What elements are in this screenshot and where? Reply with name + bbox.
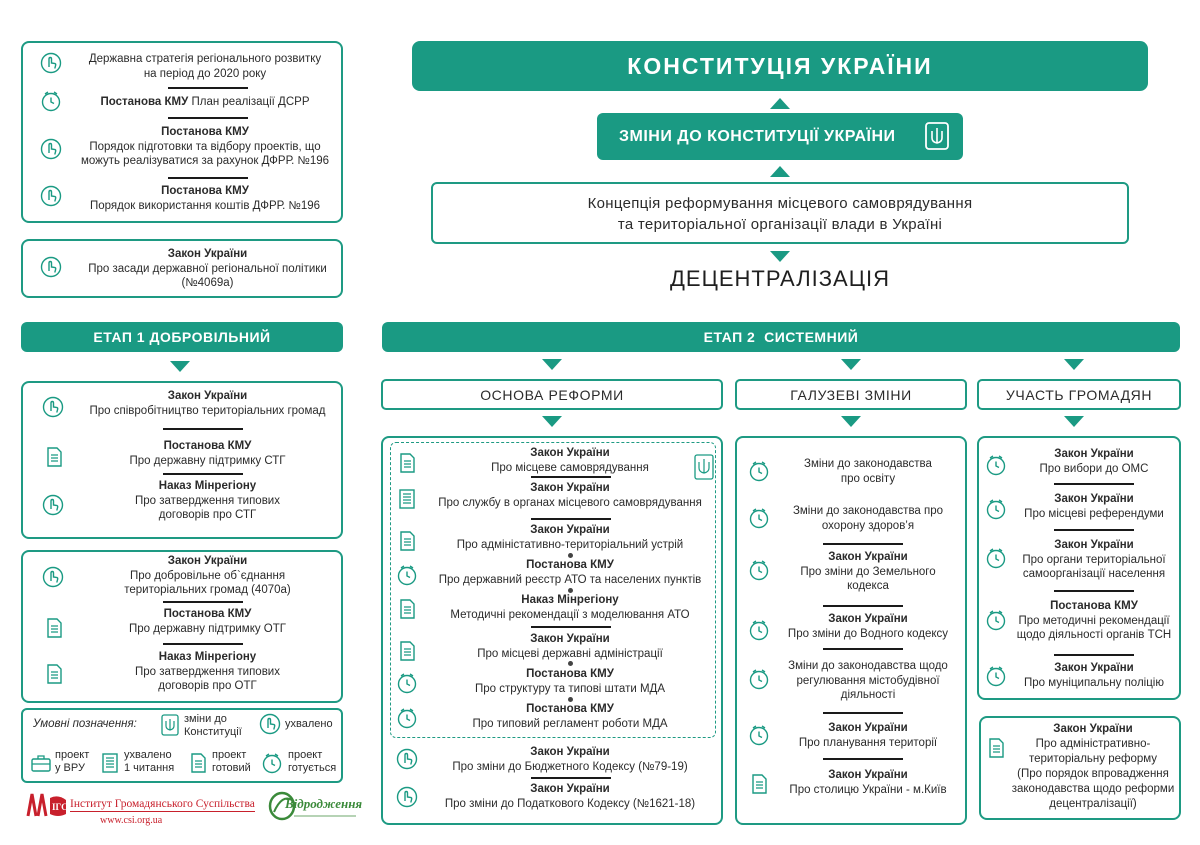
hand-icon bbox=[40, 138, 62, 160]
arrow-down-icon bbox=[542, 416, 562, 427]
clock-icon bbox=[748, 724, 770, 746]
participation-column-header: УЧАСТЬ ГРОМАДЯН bbox=[977, 379, 1181, 410]
clock-icon bbox=[985, 609, 1007, 631]
separator bbox=[531, 518, 611, 520]
tsn-guidelines-decree: Постанова КМУ Про методичні рекомендації щодо діяльності органів ТСН bbox=[1016, 600, 1172, 641]
education-changes: Зміни до законодавства про освіту bbox=[804, 458, 932, 485]
document-icon bbox=[396, 598, 418, 620]
clock-icon bbox=[396, 672, 418, 694]
separator bbox=[168, 117, 248, 119]
clock-icon bbox=[748, 460, 770, 482]
basis-column-header: ОСНОВА РЕФОРМИ bbox=[381, 379, 723, 410]
csi-logo-name: Інститут Громадянського Суспільства bbox=[70, 798, 255, 810]
separator bbox=[531, 626, 611, 628]
otg-support-decree: Постанова КМУ Про державну підтримку ОТГ bbox=[128, 608, 287, 635]
separator bbox=[823, 605, 903, 607]
local-elections-law: Закон України Про вибори до ОМС bbox=[1039, 448, 1149, 475]
tax-code-law: Закон України Про зміни до Податкового Кодексу (№1621-18) bbox=[444, 783, 696, 810]
stg-support-decree: Постанова КМУ Про державну підтримку СТГ bbox=[129, 440, 286, 467]
arrow-down-icon bbox=[542, 359, 562, 370]
concept-line-1: Концепція реформування місцевого самоврядування bbox=[587, 195, 973, 212]
separator bbox=[531, 777, 611, 779]
separator bbox=[163, 643, 243, 645]
concept-box bbox=[431, 182, 1129, 244]
document-icon bbox=[396, 640, 418, 662]
hand-icon bbox=[40, 256, 62, 278]
arrow-down-icon bbox=[841, 416, 861, 427]
trident-icon bbox=[925, 122, 949, 150]
project-selection-item: Постанова КМУ Порядок підготовки та відбору проектів, що можуть реалізуватися за рахунок ДФРР. №196 bbox=[80, 126, 330, 167]
document-icon bbox=[396, 452, 418, 474]
local-referendums-law: Закон України Про місцеві референдуми bbox=[1024, 493, 1164, 520]
document-icon bbox=[43, 446, 65, 468]
municipal-service-law: Закон України Про службу в органах місцевого самоврядування bbox=[438, 482, 702, 509]
admin-territorial-law: Закон України Про адміністативно-територіальний устрій bbox=[456, 524, 684, 551]
arrow-up-icon bbox=[770, 98, 790, 109]
local-self-government-law: Закон України Про місцеве самоврядування bbox=[491, 447, 649, 474]
clock-icon bbox=[261, 752, 283, 774]
otg-contracts-order: Наказ Мінрегіону Про затвердження типових договорів про ОТГ bbox=[135, 651, 280, 692]
arrow-down-icon bbox=[770, 251, 790, 262]
dfrr-funds-item: Постанова КМУ Порядок використання коштів ДФРР. №196 bbox=[89, 185, 321, 212]
document-lines-icon bbox=[99, 752, 121, 774]
healthcare-changes: Зміни до законодавства про охорону здоров’я bbox=[792, 505, 944, 532]
clock-icon bbox=[396, 707, 418, 729]
separator bbox=[1054, 529, 1134, 531]
hand-icon bbox=[42, 396, 64, 418]
separator bbox=[163, 428, 243, 430]
amendments-banner bbox=[597, 113, 963, 160]
local-state-admin-law: Закон України Про місцеві державні адміністрації bbox=[477, 633, 663, 660]
hand-icon bbox=[396, 786, 418, 808]
legend-draft-preparing: проект готується bbox=[288, 749, 337, 774]
mda-structure-decree: Постанова КМУ Про структуру та типові штати МДА bbox=[474, 668, 665, 695]
decentralization-title: ДЕЦЕНТРАЛІЗАЦІЯ bbox=[670, 266, 890, 291]
self-organization-law: Закон України Про органи територіальної самоорганізації населення bbox=[1022, 539, 1166, 580]
document-icon bbox=[396, 530, 418, 552]
legend-approved: ухвалено bbox=[285, 718, 333, 730]
legend-draft-vru: проект у ВРУ bbox=[55, 749, 90, 774]
sectoral-column-header: ГАЛУЗЕВІ ЗМІНИ bbox=[735, 379, 967, 410]
briefcase-icon bbox=[30, 752, 52, 774]
legend-constitution: зміни до Конституції bbox=[184, 713, 242, 738]
arrow-down-icon bbox=[1064, 416, 1084, 427]
municipal-police-law: Закон України Про муніципальну поліцію bbox=[1024, 662, 1164, 689]
legend-title: Умовні позначення: bbox=[33, 718, 137, 730]
separator bbox=[531, 476, 611, 478]
urban-planning-changes: Зміни до законодавства щодо регулювання містобудівної діяльності bbox=[788, 660, 948, 701]
clock-icon bbox=[985, 665, 1007, 687]
ato-modeling-order: Наказ Мінрегіону Методичні рекомендації з моделювання АТО bbox=[450, 594, 690, 621]
separator bbox=[823, 543, 903, 545]
stage1-banner: ЕТАП 1 ДОБРОВІЛЬНИЙ bbox=[21, 322, 343, 352]
legend-first-reading: ухвалено 1 читання bbox=[124, 749, 175, 774]
document-icon bbox=[187, 752, 209, 774]
regional-strategy-item: Державна стратегія регіонального розвитку на період до 2020 року bbox=[88, 53, 322, 80]
clock-icon bbox=[40, 90, 62, 112]
hand-icon bbox=[259, 713, 281, 735]
document-lines-icon bbox=[396, 488, 418, 510]
legend-draft-ready: проект готовий bbox=[212, 749, 251, 774]
mda-regulation-decree: Постанова КМУ Про типовий регламент роботи МДА bbox=[472, 703, 668, 730]
clock-icon bbox=[748, 507, 770, 529]
bullet-dot bbox=[568, 661, 573, 666]
svg-text:ІГС: ІГС bbox=[52, 802, 68, 812]
hand-icon bbox=[40, 52, 62, 74]
stg-cooperation-law: Закон України Про співробітництво територіальних громад bbox=[89, 390, 326, 417]
clock-icon bbox=[396, 564, 418, 586]
clock-icon bbox=[748, 668, 770, 690]
otg-amalgamation-law: Закон України Про добровільне об`єднання територіальних громад (4070а) bbox=[124, 555, 291, 596]
hand-icon bbox=[42, 566, 64, 588]
stg-contracts-order: Наказ Мінрегіону Про затвердження типових договорів про СТГ bbox=[135, 480, 280, 521]
document-icon bbox=[43, 617, 65, 639]
separator bbox=[823, 712, 903, 714]
document-icon bbox=[748, 773, 770, 795]
capital-kyiv-law: Закон України Про столицю України - м.Київ bbox=[789, 769, 947, 796]
constitution-title: КОНСТИТУЦІЯ УКРАЇНИ bbox=[627, 52, 933, 79]
trident-icon bbox=[161, 714, 179, 736]
land-code-law: Закон України Про зміни до Земельного кодекса bbox=[800, 551, 936, 592]
clock-icon bbox=[985, 498, 1007, 520]
separator bbox=[1054, 483, 1134, 485]
regional-policy-law-item: Закон України Про засади державної регіональної політики (№4069а) bbox=[88, 248, 327, 289]
separator bbox=[1054, 590, 1134, 592]
amendments-title: ЗМІНИ ДО КОНСТИТУЦІЇ УКРАЇНИ bbox=[619, 127, 896, 145]
hand-icon bbox=[42, 494, 64, 516]
csi-logo-mark bbox=[24, 790, 70, 820]
arrow-down-icon bbox=[1064, 359, 1084, 370]
separator bbox=[163, 473, 243, 475]
clock-icon bbox=[985, 454, 1007, 476]
budget-code-law: Закон України Про зміни до Бюджетного Кодексу (№79-19) bbox=[452, 746, 688, 773]
arrow-down-icon bbox=[841, 359, 861, 370]
ato-register-decree: Постанова КМУ Про державний реєстр АТО та населених пунктів bbox=[438, 559, 702, 586]
csi-logo-url[interactable]: www.csi.org.ua bbox=[100, 815, 163, 826]
constitution-banner bbox=[412, 41, 1148, 91]
separator bbox=[823, 758, 903, 760]
separator bbox=[823, 648, 903, 650]
clock-icon bbox=[748, 559, 770, 581]
vidrodzhennia-logo-text: Відродження bbox=[285, 796, 363, 811]
document-icon bbox=[985, 737, 1007, 759]
hand-icon bbox=[396, 748, 418, 770]
separator bbox=[168, 177, 248, 179]
territory-planning-law: Закон України Про планування території bbox=[798, 722, 938, 749]
admin-reform-law: Закон України Про адміністративно- територіальну реформу (Про порядок впровадження законодавства щодо реформи децентралізації) bbox=[1011, 723, 1175, 810]
document-icon bbox=[43, 663, 65, 685]
separator bbox=[163, 601, 243, 603]
separator bbox=[168, 87, 248, 89]
arrow-down-icon bbox=[170, 361, 190, 372]
water-code-law: Закон України Про зміни до Водного кодексу bbox=[787, 613, 949, 640]
arrow-up-icon bbox=[770, 166, 790, 177]
clock-icon bbox=[985, 547, 1007, 569]
dsrr-plan-item: Постанова КМУ План реалізації ДСРР bbox=[100, 96, 310, 108]
hand-icon bbox=[40, 185, 62, 207]
separator bbox=[1054, 654, 1134, 656]
concept-line-2: та територіальної організації влади в Україні bbox=[617, 216, 943, 233]
stage2-banner: ЕТАП 2 СИСТЕМНИЙ bbox=[382, 322, 1180, 352]
clock-icon bbox=[748, 619, 770, 641]
